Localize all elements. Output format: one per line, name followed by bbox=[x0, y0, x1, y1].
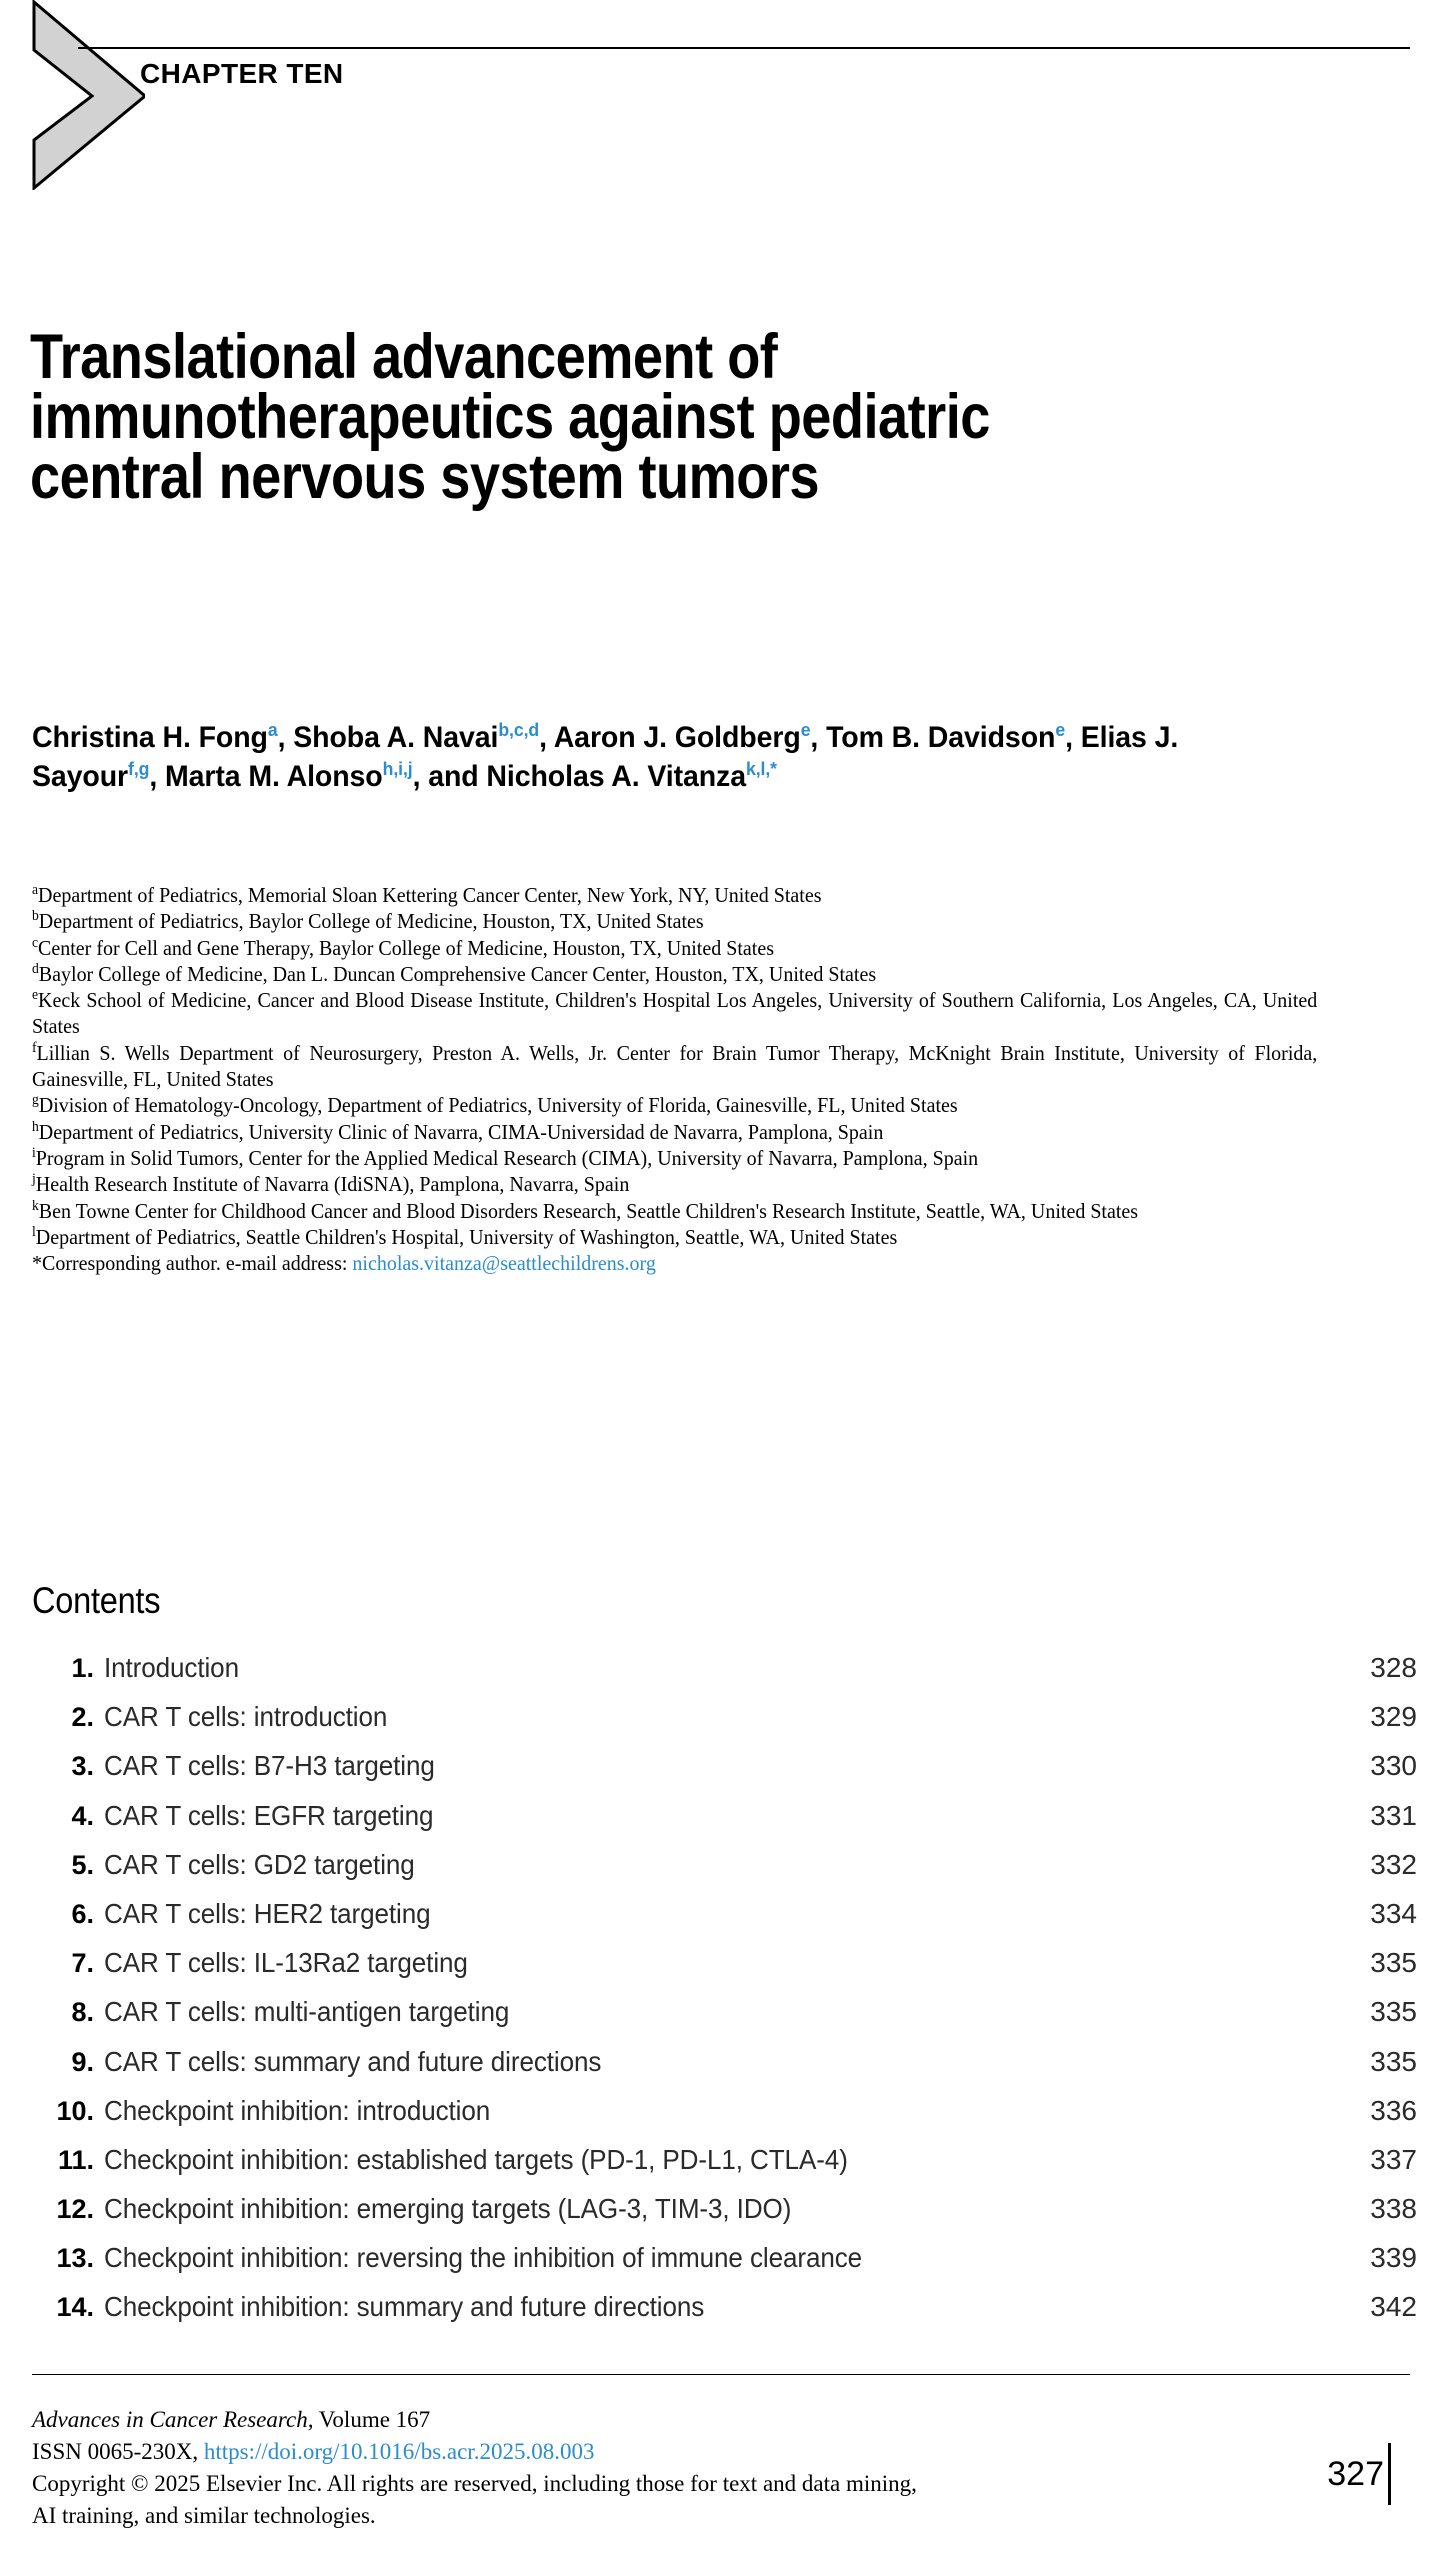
affiliation-item bbox=[32, 882, 1317, 908]
corresponding-email-link[interactable]: nicholas.vitanza@seattlechildrens.org bbox=[352, 1251, 656, 1276]
affiliation-item bbox=[32, 1171, 1317, 1197]
toc-page-number: 335 bbox=[1370, 2045, 1417, 2077]
toc-page-number: 342 bbox=[1370, 2291, 1417, 2323]
footer-copyright-line-2: AI training, and similar technologies. bbox=[32, 2503, 376, 2528]
affiliation-marker: b bbox=[32, 908, 39, 925]
toc-entry-label: Checkpoint inhibition: emerging targets (LAG-3, TIM-3, IDO) bbox=[104, 2193, 792, 2225]
affiliation-text: Baylor College of Medicine, Dan L. Duncan Comprehensive Cancer Center, Houston, TX, United States bbox=[38, 961, 877, 986]
affiliation-marker: e bbox=[32, 987, 39, 1004]
affiliation-marker: l bbox=[32, 1223, 36, 1240]
toc-row[interactable] bbox=[32, 1652, 1417, 1701]
affiliation-text: Keck School of Medicine, Cancer and Blood Disease Institute, Children's Hospital Los Angeles, University of Southern California, Los Angeles, CA, United States bbox=[32, 988, 1318, 1039]
affiliation-text: Health Research Institute of Navarra (IdiSNA), Pamplona, Navarra, Spain bbox=[35, 1172, 630, 1197]
affiliation-marker: i bbox=[32, 1144, 36, 1161]
page-number: 327 bbox=[1327, 2455, 1384, 2493]
affiliation-marker: a bbox=[32, 881, 39, 898]
affiliation-item bbox=[32, 1040, 1317, 1093]
affiliation-item bbox=[32, 935, 1317, 961]
toc-page-number: 339 bbox=[1370, 2242, 1417, 2274]
chapter-banner bbox=[0, 0, 1440, 200]
affiliations-block bbox=[32, 882, 1317, 1276]
toc-number: 1. bbox=[71, 1653, 94, 1683]
footer-block bbox=[32, 2404, 1212, 2532]
affiliation-lines bbox=[32, 882, 1317, 1250]
toc-number: 11. bbox=[57, 2144, 94, 2175]
toc-entry-label: CAR T cells: HER2 targeting bbox=[104, 1897, 431, 1929]
affiliation-item bbox=[32, 987, 1317, 1040]
toc-entry-label: CAR T cells: B7-H3 targeting bbox=[104, 1750, 435, 1782]
toc-number: 8. bbox=[71, 1997, 94, 2028]
toc-entry-label: Checkpoint inhibition: introduction bbox=[104, 2094, 491, 2126]
affiliation-marker: d bbox=[32, 960, 39, 977]
toc-page-number: 331 bbox=[1370, 1799, 1417, 1831]
folio-rule bbox=[1388, 2443, 1391, 2505]
toc-entry-label: CAR T cells: IL-13Ra2 targeting bbox=[104, 1947, 468, 1979]
affiliation-text: Program in Solid Tumors, Center for the Applied Medical Research (CIMA), University of Navarra, Pamplona, Spain bbox=[35, 1145, 979, 1170]
toc-number: 4. bbox=[71, 1800, 94, 1831]
affiliation-marker: k bbox=[32, 1197, 39, 1214]
toc-page-number: 332 bbox=[1370, 1848, 1417, 1880]
affiliation-marker: g bbox=[32, 1092, 39, 1109]
toc-row[interactable] bbox=[32, 1947, 1417, 1996]
series-volume: Volume 167 bbox=[313, 2407, 431, 2432]
toc-entry-label: Checkpoint inhibition: reversing the inhibition of immune clearance bbox=[104, 2242, 863, 2274]
corresponding-author-line bbox=[32, 1250, 1317, 1276]
affiliation-marker: f bbox=[32, 1039, 37, 1056]
affiliation-item bbox=[32, 1092, 1317, 1118]
toc-page-number: 336 bbox=[1370, 2094, 1417, 2126]
toc-page-number: 334 bbox=[1370, 1897, 1417, 1929]
contents-heading: Contents bbox=[32, 1580, 161, 1621]
footer-series-line bbox=[32, 2404, 1212, 2436]
toc-entry-label: CAR T cells: EGFR targeting bbox=[104, 1799, 434, 1831]
toc-number: 5. bbox=[71, 1849, 94, 1880]
footer-issn-line bbox=[32, 2436, 1212, 2468]
toc-row[interactable] bbox=[32, 1996, 1417, 2045]
affiliation-marker: j bbox=[32, 1171, 36, 1188]
toc-row[interactable] bbox=[32, 2193, 1417, 2242]
toc-page-number: 335 bbox=[1370, 1996, 1417, 2028]
chapter-label: CHAPTER TEN bbox=[140, 58, 344, 89]
affiliation-marker: c bbox=[32, 934, 39, 951]
page-title: Translational advancement of immunotherapeutics against pediatric central nervous system tumors bbox=[30, 322, 990, 513]
toc-entry-label: CAR T cells: GD2 targeting bbox=[104, 1848, 415, 1880]
affiliation-item bbox=[32, 1119, 1317, 1145]
toc-number: 7. bbox=[71, 1948, 94, 1979]
toc-page-number: 335 bbox=[1370, 1947, 1417, 1979]
toc-entry-label: CAR T cells: summary and future directions bbox=[104, 2045, 602, 2077]
affiliation-item bbox=[32, 908, 1317, 934]
affiliation-item bbox=[32, 1198, 1317, 1224]
toc-entry-label: Checkpoint inhibition: summary and future directions bbox=[104, 2291, 705, 2323]
toc-page-number: 330 bbox=[1370, 1750, 1417, 1782]
toc-number: 3. bbox=[71, 1751, 94, 1782]
toc-row[interactable] bbox=[32, 1849, 1417, 1898]
toc-row[interactable] bbox=[32, 1898, 1417, 1947]
affiliation-text: Department of Pediatrics, Seattle Children's Hospital, University of Washington, Seattle, WA, United States bbox=[35, 1224, 898, 1249]
toc-row[interactable] bbox=[32, 1701, 1417, 1750]
affiliation-text: Lillian S. Wells Department of Neurosurgery, Preston A. Wells, Jr. Center for Brain Tumor Therapy, McKnight Brain Institute, University of Florida, Gainesville, FL, United States bbox=[32, 1040, 1318, 1092]
author-list: Christina H. Fong$^a$, Shoba A. Navai$^{b,c,d}$, Aaron J. Goldberg$^e$, Tom B. Davidson$^e$, Elias J. Sayour$^{f,g}$, Marta M. Alonso$^{h,i,j}$, and Nicholas A. Vitanza$^{k,l,*}$ bbox=[32, 719, 1179, 793]
toc-page-number: 329 bbox=[1370, 1701, 1417, 1733]
affiliation-text: Center for Cell and Gene Therapy, Baylor College of Medicine, Houston, TX, United States bbox=[38, 935, 774, 960]
footer-copyright-line-1: Copyright © 2025 Elsevier Inc. All rights are reserved, including those for text and data mining, bbox=[32, 2471, 917, 2496]
table-of-contents bbox=[32, 1652, 1417, 2341]
series-title: Advances in Cancer Research, bbox=[32, 2407, 314, 2432]
footer-divider bbox=[32, 2374, 1410, 2375]
affiliation-item bbox=[32, 1224, 1317, 1250]
toc-number: 14. bbox=[56, 2292, 94, 2323]
issn-text: ISSN 0065-230X, bbox=[32, 2439, 204, 2464]
toc-entry-label: Introduction bbox=[104, 1652, 239, 1683]
banner-divider bbox=[78, 47, 1410, 49]
toc-number: 6. bbox=[71, 1898, 94, 1929]
affiliation-text: Department of Pediatrics, University Clinic of Navarra, CIMA-Universidad de Navarra, Pamplona, Spain bbox=[38, 1119, 884, 1144]
toc-row[interactable] bbox=[32, 1800, 1417, 1849]
toc-row[interactable] bbox=[32, 2242, 1417, 2291]
affiliation-text: Ben Towne Center for Childhood Cancer and Blood Disorders Research, Seattle Children's Research Institute, Seattle, WA, United States bbox=[38, 1198, 1139, 1223]
toc-number: 10. bbox=[56, 2095, 94, 2126]
toc-row[interactable] bbox=[32, 2095, 1417, 2144]
toc-row[interactable] bbox=[32, 1750, 1417, 1799]
toc-row[interactable] bbox=[32, 2046, 1417, 2095]
toc-number: 13. bbox=[56, 2243, 94, 2274]
affiliation-marker: h bbox=[32, 1118, 39, 1135]
toc-entry-label: CAR T cells: multi-antigen targeting bbox=[104, 1996, 510, 2028]
toc-row[interactable] bbox=[32, 2144, 1417, 2193]
toc-entry-label: Checkpoint inhibition: established targets (PD-1, PD-L1, CTLA-4) bbox=[104, 2143, 848, 2175]
toc-number: 9. bbox=[71, 2046, 94, 2077]
toc-page-number: 338 bbox=[1370, 2193, 1417, 2225]
doi-link[interactable]: https://doi.org/10.1016/bs.acr.2025.08.003 bbox=[203, 2439, 595, 2464]
affiliation-text: Division of Hematology-Oncology, Department of Pediatrics, University of Florida, Gainesville, FL, United States bbox=[38, 1093, 958, 1118]
toc-number: 2. bbox=[71, 1702, 94, 1733]
chevron-marker-icon bbox=[30, 0, 145, 190]
affiliation-text: Department of Pediatrics, Memorial Sloan Kettering Cancer Center, New York, NY, United States bbox=[38, 883, 822, 907]
affiliation-item bbox=[32, 961, 1317, 987]
affiliation-item bbox=[32, 1145, 1317, 1171]
toc-entry-label: CAR T cells: introduction bbox=[104, 1701, 388, 1733]
toc-row[interactable] bbox=[32, 2291, 1417, 2340]
toc-page-number: 328 bbox=[1370, 1652, 1417, 1683]
affiliation-text: Department of Pediatrics, Baylor College of Medicine, Houston, TX, United States bbox=[38, 909, 704, 934]
toc-number: 12. bbox=[56, 2194, 94, 2225]
toc-page-number: 337 bbox=[1370, 2143, 1417, 2175]
corresponding-prefix: *Corresponding author. e-mail address: bbox=[32, 1251, 353, 1276]
